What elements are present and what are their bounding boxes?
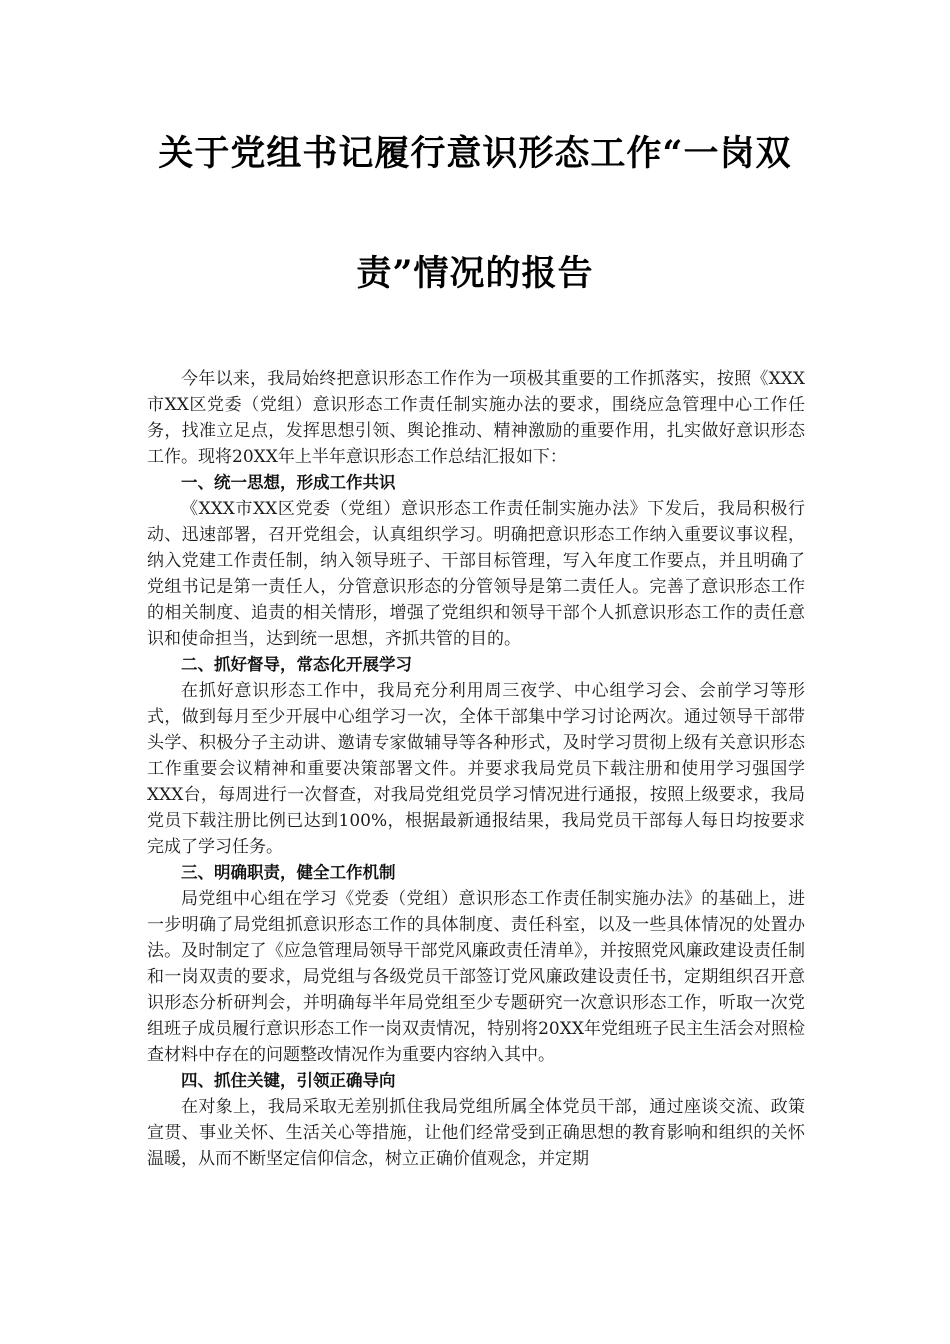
document-title-line-2: 责”情况的报告 [356, 253, 594, 294]
section-1-paragraph: 《XXX市XX区党委（党组）意识形态工作责任制实施办法》下发后，我局积极行动、迅速部署，召开党组会，认真组织学习。明确把意识形态工作纳入重要议事议程，纳入党建工作责任制，纳入领导班子、干部目标管理，写入年度工作要点，并且明确了党组书记是第一责任人，分管意识形态的分管领导是第二责任人。完善了意识形态工作的相关制度、追责的相关情形，增强了党组织和领导干部个人抓意识形态工作的责任意识和使命担当，达到统一思想，齐抓共管的目的。 [147, 499, 805, 649]
section-1-heading: 一、统一思想，形成工作共识 [181, 473, 396, 492]
section-2-heading: 二、抓好督导，常态化开展学习 [181, 655, 412, 674]
document-body [147, 366, 805, 1172]
section-3-heading: 三、明确职责，健全工作机制 [181, 863, 396, 882]
section-4-heading: 四、抓住关键，引领正确导向 [181, 1071, 396, 1090]
section-2-paragraph: 在抓好意识形态工作中，我局充分利用周三夜学、中心组学习会、会前学习等形式，做到每月至少开展中心组学习一次，全体干部集中学习讨论两次。通过领导干部带头学、积极分子主动讲、邀请专家做辅导等各种形式，及时学习贯彻上级有关意识形态工作重要会议精神和重要决策部署文件。并要求我局党员下载注册和使用学习强国学XXX台，每周进行一次督查，对我局党组党员学习情况进行通报，按照上级要求，我局党员下载注册比例已达到100%，根据最新通报结果，我局党员干部每人每日均按要求完成了学习任务。 [147, 681, 805, 857]
intro-paragraph: 今年以来，我局始终把意识形态工作作为一项极其重要的工作抓落实，按照《XXX市XX区党委（党组）意识形态工作责任制实施办法的要求，围绕应急管理中心工作任务，找准立足点，发挥思想引领、舆论推动、精神激励的重要作用，扎实做好意识形态工作。现将20XX年上半年意识形态工作总结汇报如下： [147, 369, 805, 467]
section-3-paragraph: 局党组中心组在学习《党委（党组）意识形态工作责任制实施办法》的基础上，进一步明确了局党组抓意识形态工作的具体制度、责任科室，以及一些具体情况的处置办法。及时制定了《应急管理局领导干部党风廉政责任清单》，并按照党风廉政建设责任制和一岗双责的要求，局党组与各级党员干部签订党风廉政建设责任书，定期组织召开意识形态分析研判会，并明确每半年局党组至少专题研究一次意识形态工作，听取一次党组班子成员履行意识形态工作一岗双责情况，特别将20XX年党组班子民主生活会对照检查材料中存在的问题整改情况作为重要内容纳入其中。 [147, 889, 805, 1065]
section-4-paragraph: 在对象上，我局采取无差别抓住我局党组所属全体党员干部，通过座谈交流、政策宣贯、事业关怀、生活关心等措施，让他们经常受到正确思想的教育影响和组织的关怀温暖，从而不断坚定信仰信念，树立正确价值观念，并定期 [147, 1097, 805, 1169]
document-title-line-1: 关于党组书记履行意识形态工作“一岗双 [158, 133, 792, 174]
